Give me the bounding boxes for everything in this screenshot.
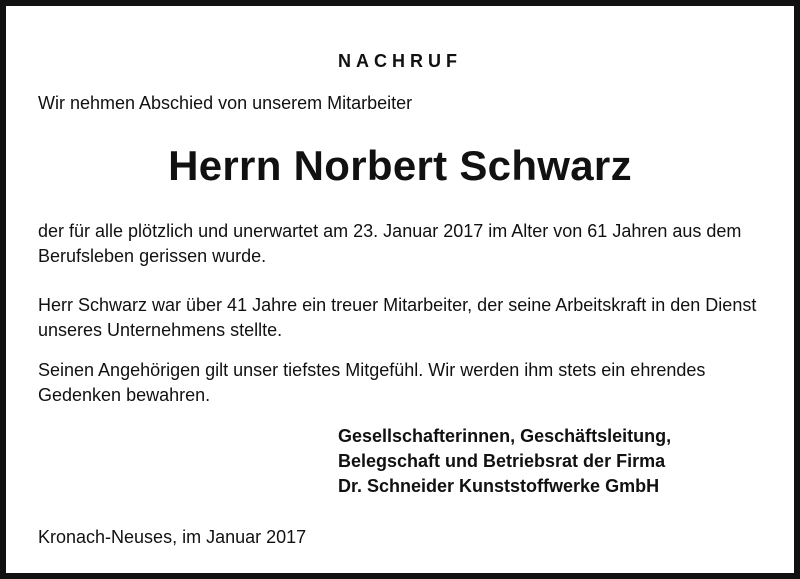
signature-line-3: Dr. Schneider Kunststoffwerke GmbH bbox=[338, 476, 660, 496]
signature-line-2: Belegschaft und Betriebsrat der Firma bbox=[338, 451, 666, 471]
deceased-name: Herrn Norbert Schwarz bbox=[168, 142, 632, 189]
signature-line-1: Gesellschafterinnen, Geschäftsleitung, bbox=[338, 426, 672, 446]
paragraph-condolences: Seinen Angehörigen gilt unser tiefstes Mitgefühl. Wir werden ihm stets ein ehrendes Gedenken bewahren. bbox=[38, 360, 706, 405]
place-date: Kronach-Neuses, im Januar 2017 bbox=[38, 527, 307, 547]
notice-heading: NACHRUF bbox=[338, 51, 462, 71]
intro-line: Wir nehmen Abschied von unserem Mitarbeiter bbox=[38, 93, 413, 113]
paragraph-death-notice: der für alle plötzlich und unerwartet am 23. Januar 2017 im Alter von 61 Jahren aus dem Berufsleben gerissen wurde. bbox=[38, 221, 742, 266]
signature-block bbox=[338, 424, 671, 499]
paragraph-service-tribute: Herr Schwarz war über 41 Jahre ein treuer Mitarbeiter, der seine Arbeitskraft in den Dienst unseres Unternehmens stellte. bbox=[38, 295, 757, 340]
